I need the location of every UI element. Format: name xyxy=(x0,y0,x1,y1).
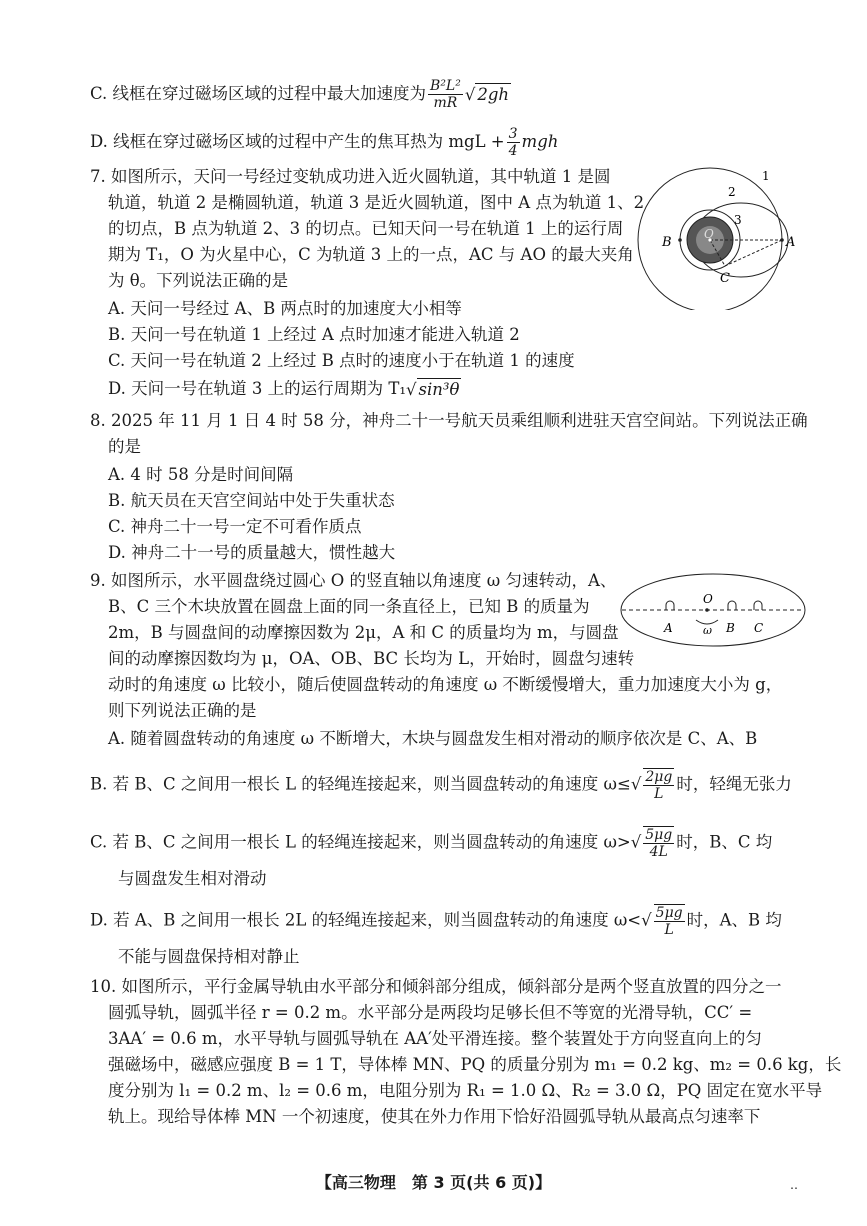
q7-option-d-text: D. 天问一号在轨道 3 上的运行周期为 T₁ xyxy=(108,379,406,398)
frac-numerator: 5μg xyxy=(645,827,673,843)
q9-option-c-text: C. 若 B、C 之间用一根长 L 的轻绳连接起来，则当圆盘转动的角速度 ω> xyxy=(90,832,631,852)
q9-option-c-tail: 时，B、C 均 xyxy=(676,832,773,852)
q7-option-b: B. 天问一号在轨道 1 上经过 A 点时加速才能进入轨道 2 xyxy=(108,325,520,344)
frac-denominator: 4L xyxy=(649,844,668,860)
label-a: A xyxy=(664,621,673,635)
label-3: 3 xyxy=(734,213,742,227)
q9-option-d xyxy=(90,904,782,938)
label-o: O xyxy=(703,592,713,606)
q7-stem-line: 为 θ。下列说法正确的是 xyxy=(108,271,289,290)
block-c xyxy=(754,601,762,610)
point-a xyxy=(780,238,784,242)
frac-denominator: L xyxy=(664,922,674,938)
line-ac xyxy=(725,240,782,266)
q9-option-d-text: D. 若 A、B 之间用一根长 2L 的轻绳连接起来，则当圆盘转动的角速度 ω< xyxy=(90,910,642,930)
frac-denominator: mR xyxy=(433,95,458,111)
disk-diagram xyxy=(618,570,808,650)
q10-stem-line: 轨上。现给导体棒 MN 一个初速度，使其在外力作用下恰好沿圆弧导轨从最高点匀速率下 xyxy=(108,1107,761,1126)
q7-stem-line: 轨道，轨道 2 是椭圆轨道，轨道 3 是近火圆轨道，图中 A 点为轨道 1、2 xyxy=(108,193,645,212)
q9-option-b-sqrt: √ $\frac{2\mu g}{L}$ xyxy=(630,769,673,802)
q7-option-d xyxy=(108,378,461,401)
q8-option-a: A. 4 时 58 分是时间间隔 xyxy=(108,465,294,484)
orbit-diagram xyxy=(630,160,810,310)
q10-stem-line: 圆弧导轨，圆弧半径 r = 0.2 m。水平部分是两段均足够长但不等宽的光滑导轨，CC′ = xyxy=(108,1003,753,1022)
label-b: B xyxy=(662,235,672,250)
block-b xyxy=(728,601,736,610)
label-1: 1 xyxy=(762,169,770,183)
frac-numerator: 5μg xyxy=(655,905,683,921)
frac-numerator: 3 xyxy=(508,126,518,142)
point-b xyxy=(678,238,682,242)
block-a xyxy=(666,601,674,610)
page-footer: 【高三物理 第 3 页(共 6 页)】 xyxy=(315,1173,552,1192)
q9-option-d-tail: 时，A、B 均 xyxy=(686,910,782,930)
q9-option-c-sqrt: √ $\frac{5\mu g}{4L}$ xyxy=(630,827,673,860)
q7-option-c: C. 天问一号在轨道 2 上经过 B 点时的速度小于在轨道 1 的速度 xyxy=(108,351,575,370)
q9-stem-line: B、C 三个木块放置在圆盘上面的同一条直径上，已知 B 的质量为 xyxy=(108,597,590,616)
q9-option-c-line2: 与圆盘发生相对滑动 xyxy=(118,869,267,888)
frac-denominator: 4 xyxy=(508,143,518,159)
label-c: C xyxy=(754,621,764,635)
label-b: B xyxy=(726,621,735,635)
center-o xyxy=(705,608,709,612)
q8-option-b: B. 航天员在天宫空间站中处于失重状态 xyxy=(108,491,395,510)
q6-option-c-fraction xyxy=(428,78,463,111)
label-w: ω xyxy=(703,624,712,637)
q9-option-d-sqrt: √ $\frac{5\mu g}{L}$ xyxy=(641,905,683,938)
q6-option-c-sqrt: √ 2gh xyxy=(464,85,510,104)
label-2: 2 xyxy=(728,185,736,199)
q9-option-c xyxy=(90,826,772,860)
frac-denominator: L xyxy=(654,786,664,802)
q7-stem-line: 期为 T₁，O 为火星中心，C 为轨道 3 上的一点，AC 与 AO 的最大夹角 xyxy=(108,245,634,264)
q6-option-d xyxy=(90,126,558,159)
q7-stem-line: 的切点，B 点为轨道 2、3 的切点。已知天问一号在轨道 1 上的运行周 xyxy=(108,219,624,238)
q6-option-c xyxy=(90,78,511,111)
q9-stem-line: 动时的角速度 ω 比较小，随后使圆盘转动的角速度 ω 不断缓慢增大，重力加速度大小为 g， xyxy=(108,675,783,694)
label-c: C xyxy=(720,271,730,286)
q10-stem-line: 度分别为 l₁ = 0.2 m、l₂ = 0.6 m，电阻分别为 R₁ = 1.0 Ω、R₂ = 3.0 Ω，PQ 固定在宽水平导 xyxy=(108,1081,823,1100)
radicand: sin³θ xyxy=(418,380,460,399)
label-o: O xyxy=(704,227,714,241)
q8-stem-line: 的是 xyxy=(108,437,141,456)
q8-option-c: C. 神舟二十一号一定不可看作质点 xyxy=(108,517,362,536)
q8-stem-line: 8. 2025 年 11 月 1 日 4 时 58 分，神舟二十一号航天员乘组顺利进驻天宫空间站。下列说法正确 xyxy=(90,411,808,430)
q6-option-d-tail: mgh xyxy=(521,132,559,151)
q10-stem-line: 3AA′ = 0.6 m，水平导轨与圆弧导轨在 AA′处平滑连接。整个装置处于方向竖直向上的匀 xyxy=(108,1029,762,1048)
q8-option-d: D. 神舟二十一号的质量越大，惯性越大 xyxy=(108,543,396,562)
frac-numerator: B²L² xyxy=(430,78,461,94)
q9-option-a: A. 随着圆盘转动的角速度 ω 不断增大，木块与圆盘发生相对滑动的顺序依次是 C、A、B xyxy=(108,729,758,748)
label-a: A xyxy=(786,235,796,250)
q6-option-d-fraction xyxy=(507,126,520,159)
q9-stem-line: 2m，B 与圆盘间的动摩擦因数为 2μ，A 和 C 的质量均为 m，与圆盘 xyxy=(108,623,619,642)
q7-option-d-sqrt: √ sin³θ xyxy=(405,380,460,399)
q10-stem-line: 10. 如图所示，平行金属导轨由水平部分和倾斜部分组成，倾斜部分是两个竖直放置的四分之一 xyxy=(90,977,782,996)
q9-stem-line: 则下列说法正确的是 xyxy=(108,701,257,720)
frac-numerator: 2μg xyxy=(645,769,673,785)
q9-option-b xyxy=(90,768,792,802)
q9-stem-line: 9. 如图所示，水平圆盘绕过圆心 O 的竖直轴以角速度 ω 匀速转动，A、 xyxy=(90,571,617,590)
q9-option-b-tail: 时，轻绳无张力 xyxy=(676,774,792,794)
q10-stem-line: 强磁场中，磁感应强度 B = 1 T，导体棒 MN、PQ 的质量分别为 m₁ = 0.2 kg、m₂ = 0.6 kg，长 xyxy=(108,1055,842,1074)
q6-option-d-text: D. 线框在穿过磁场区域的过程中产生的焦耳热为 mgL + xyxy=(90,132,505,151)
q7-stem-line: 7. 如图所示，天问一号经过变轨成功进入近火圆轨道，其中轨道 1 是圆 xyxy=(90,167,611,186)
q9-stem-line: 间的动摩擦因数均为 μ，OA、OB、BC 长均为 L，开始时，圆盘匀速转 xyxy=(108,649,635,668)
radicand: 2gh xyxy=(477,85,510,104)
q7-option-a: A. 天问一号经过 A、B 两点时的加速度大小相等 xyxy=(108,299,462,318)
q9-option-d-line2: 不能与圆盘保持相对静止 xyxy=(118,947,300,966)
q9-option-b-text: B. 若 B、C 之间用一根长 L 的轻绳连接起来，则当圆盘转动的角速度 ω≤ xyxy=(90,774,631,794)
q6-option-c-text: C. 线框在穿过磁场区域的过程中最大加速度为 xyxy=(90,84,427,103)
footer-mark: ‥ xyxy=(790,1178,799,1192)
